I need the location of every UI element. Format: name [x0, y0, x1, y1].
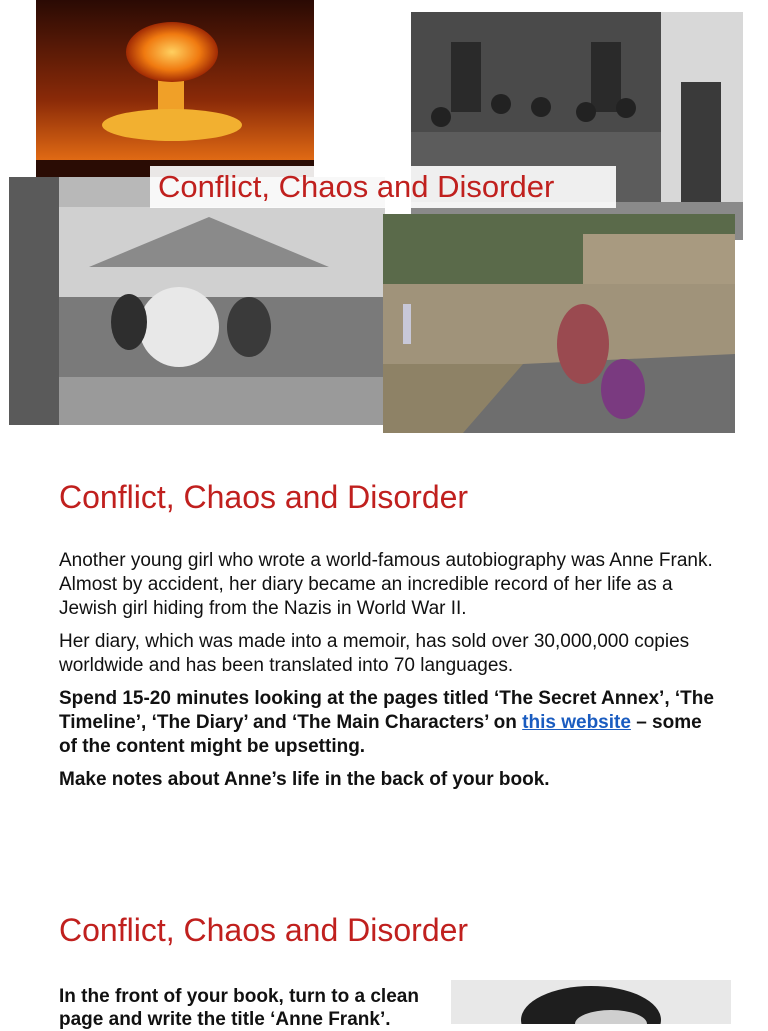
task-text-after: – some of the content might be upsetting.: [59, 712, 702, 757]
paragraph-diary-stats: Her diary, which was made into a memoir, has sold over 30,000,000 copies worldwide and has been translated into 70 languages.: [59, 631, 690, 676]
slide1-title: Conflict, Chaos and Disorder: [150, 166, 616, 208]
refugees-photo: [383, 214, 735, 433]
paragraph-notes: Make notes about Anne’s life in the back of your book.: [59, 769, 550, 790]
paragraph-intro: Another young girl who wrote a world-famous autobiography was Anne Frank. Almost by accident, her diary became an incredible record of her life as a Jewish girl hiding from the Nazis in World War II.: [59, 550, 713, 619]
paragraph-task: [59, 687, 719, 759]
this-website-link[interactable]: this website: [522, 712, 631, 733]
slide3-instruction: In the front of your book, turn to a clean page and write the title ‘Anne Frank’.: [59, 986, 419, 1030]
bombed-street-photo: [9, 177, 385, 425]
slide2-body: [59, 549, 719, 801]
slide2-title: Conflict, Chaos and Disorder: [59, 479, 469, 515]
anne-frank-portrait: [451, 980, 731, 1024]
slide3-title: Conflict, Chaos and Disorder: [59, 912, 469, 948]
task-text-before: Spend 15-20 minutes looking at the pages titled ‘The Secret Annex’, ‘The Timeline’, ‘The Diary’ and ‘The Main Characters’ on: [59, 688, 714, 733]
